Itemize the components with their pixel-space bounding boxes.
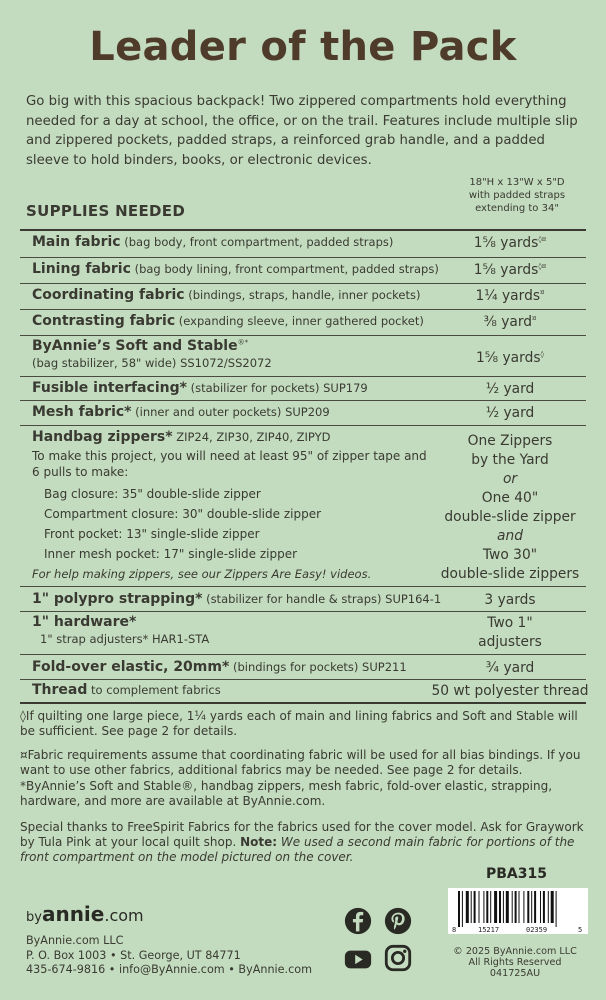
supply-qty: 50 wt polyester thread [431,683,589,699]
divider [20,229,586,231]
zipper-qty-line: One Zippers [467,433,553,449]
instagram-icon[interactable] [382,943,414,973]
barcode-bar [503,891,504,923]
supply-qty: 1⅝ yards◊¤ [473,262,547,278]
barcode-bar [523,891,524,923]
address-line: 435-674-9816 • info@ByAnnie.com • ByAnnie.com [26,963,312,976]
supply-item-main-fabric: Main fabric (bag body, front compartment, padded straps) [32,234,394,250]
barcode-bar [471,891,472,923]
barcode-bar [483,891,484,923]
barcode-bar [479,891,480,923]
dimensions-line: extending to 34" [475,203,559,214]
zipper-qty-line: One 40" [481,490,539,506]
zipper-item: Inner mesh pocket: 17" single-slide zipper [44,547,298,561]
divider [20,283,586,284]
product-code: PBA315 [486,866,547,882]
barcode-bar [486,891,488,923]
divider [20,679,586,680]
thanks-note: Special thanks to FreeSpirit Fabrics for the fabrics used for the cover model. Ask for Graywork by Tula Pink at your local quilt shop. Note: We used a second main fabric for portions of the front compartment on the model pictured on the cover. [20,820,584,864]
copyright-block [430,946,600,979]
supply-item-contrasting-fabric: Contrasting fabric (expanding sleeve, inner gathered pocket) [32,313,424,329]
facebook-icon[interactable] [342,906,374,936]
zipper-item: Compartment closure: 30" double-slide zipper [44,507,322,521]
byannie-logo: byannie.com [26,902,144,926]
barcode-bar [527,891,529,923]
hardware-sub: 1" strap adjusters* HAR1-STA [40,632,210,646]
supply-qty: 3 yards [484,592,536,608]
supply-item-fusible-interfacing: Fusible interfacing* (stabilizer for pockets) SUP179 [32,380,368,396]
barcode-bar [540,891,541,923]
zipper-qty-line: double-slide zippers [440,566,580,582]
pinterest-icon[interactable] [382,906,414,936]
barcode-bar [551,891,554,923]
barcode-bar [519,891,520,923]
supply-qty: 1⅝ yards◊¤ [473,235,547,251]
barcode-bar [494,891,497,923]
supply-item-coordinating-fabric: Coordinating fabric (bindings, straps, handle, inner pockets) [32,287,421,303]
supply-qty: adjusters [478,634,542,650]
copyright-line: All Rights Reserved [468,957,562,968]
supply-item-elastic: Fold-over elastic, 20mm* (bindings for pockets) SUP211 [32,659,407,675]
footnote: *ByAnnie’s Soft and Stable®, handbag zippers, mesh fabric, fold-over elastic, strapping, hardware, and more are available at ByAnnie.com. [20,779,553,808]
barcode-bar [462,891,463,927]
address-line: ByAnnie.com LLC [26,934,124,947]
supply-item-mesh-fabric: Mesh fabric* (inner and outer pockets) SUP209 [32,404,330,420]
youtube-icon[interactable] [342,944,374,974]
barcode [448,888,588,934]
barcode-bar [506,891,509,923]
supply-item-thread: Thread to complement fabrics [32,682,221,698]
barcode-bar [534,891,536,923]
supply-desc: (bag stabilizer, 58" wide) SS1072/SS2072 [32,356,272,370]
barcode-bar [515,891,517,923]
zipper-item: Bag closure: 35" double-slide zipper [44,487,261,501]
divider [20,257,586,258]
dimensions-line: with padded straps [468,190,566,201]
barcode-bar [512,891,513,923]
supply-qty: ¾ yard [485,660,535,676]
footnote: ◊If quilting one large piece, 1¼ yards each of main and lining fabrics and Soft and Stable will be sufficient. See page 2 for details. [20,709,578,738]
supply-item-lining-fabric: Lining fabric (bag body lining, front compartment, padded straps) [32,261,439,277]
supply-qty: ½ yard [485,381,535,397]
divider [20,425,586,426]
zipper-item: Front pocket: 13" single-slide zipper [44,527,260,541]
supply-item-soft-and-stable: ByAnnie’s Soft and Stable®* [32,338,249,354]
barcode-bar [499,891,501,923]
divider [20,335,586,336]
dimensions [452,176,582,215]
address-block [26,934,312,978]
barcode-bar [474,891,476,923]
supply-item-handbag-zippers: Handbag zippers* ZIP24, ZIP30, ZIP40, ZIPYD [32,429,331,445]
supply-qty: ⅜ yard¤ [483,314,537,330]
page-title: Leader of the Pack [89,24,517,70]
footnote: ¤Fabric requirements assume that coordinating fabric will be used for all bias bindings. If you want to use other fabrics, additional fabrics may be needed. See page 2 for details. [20,748,581,777]
copyright-line: 041725AU [489,968,541,979]
barcode-digit: 8 [452,926,457,934]
supply-qty: 1⅝ yards◊ [475,350,544,366]
barcode-bar [548,891,549,923]
zipper-qty-line: Two 30" [482,547,538,563]
supply-qty: 1¼ yards¤ [475,288,545,304]
divider [20,586,586,587]
divider [20,376,586,377]
divider [20,654,586,655]
zipper-qty-line: and [497,528,523,544]
barcode-bar [543,891,545,923]
barcode-digit: 02359 [526,926,548,934]
divider [20,400,586,401]
dimensions-line: 18"H x 13"W x 5"D [469,177,565,188]
divider [20,702,586,704]
zipper-instruction: 6 pulls to make: [32,465,129,479]
zipper-qty-line: by the Yard [471,452,549,468]
barcode-digit: 5 [578,926,583,934]
barcode-bar [556,891,557,927]
zipper-qty-line: double-slide zipper [444,509,576,525]
supply-item-strapping: 1" polypro strapping* (stabilizer for handle & straps) SUP164-1 [32,591,442,607]
zipper-qty-line: or [502,471,518,487]
barcode-bar [466,891,469,923]
divider [20,309,586,310]
supply-qty: ½ yard [485,405,535,421]
barcode-bar [531,891,532,923]
address-line: P. O. Box 1003 • St. George, UT 84771 [26,948,241,962]
divider [20,611,586,612]
zipper-instruction: To make this project, you will need at least 95" of zipper tape and [32,449,427,463]
supplies-heading: SUPPLIES NEEDED [26,202,186,220]
barcode-digit: 15217 [478,926,500,934]
copyright-line: © 2025 ByAnnie.com LLC [453,946,577,957]
zipper-help-text: For help making zippers, see our Zippers Are Easy! videos. [32,567,372,581]
barcode-bar [490,891,491,923]
barcode-bar [458,891,460,927]
intro-paragraph: Go big with this spacious backpack! Two zippered compartments hold everything needed for a day at school, the office, or on the trail. Features include multiple slip and zippered pockets, padded straps, a reinforced grab handle, and a padded sleeve to hold binders, books, or electronic devices. [26,94,578,168]
supply-item-hardware: 1" hardware* [32,614,137,630]
supply-qty: Two 1" [487,615,533,631]
